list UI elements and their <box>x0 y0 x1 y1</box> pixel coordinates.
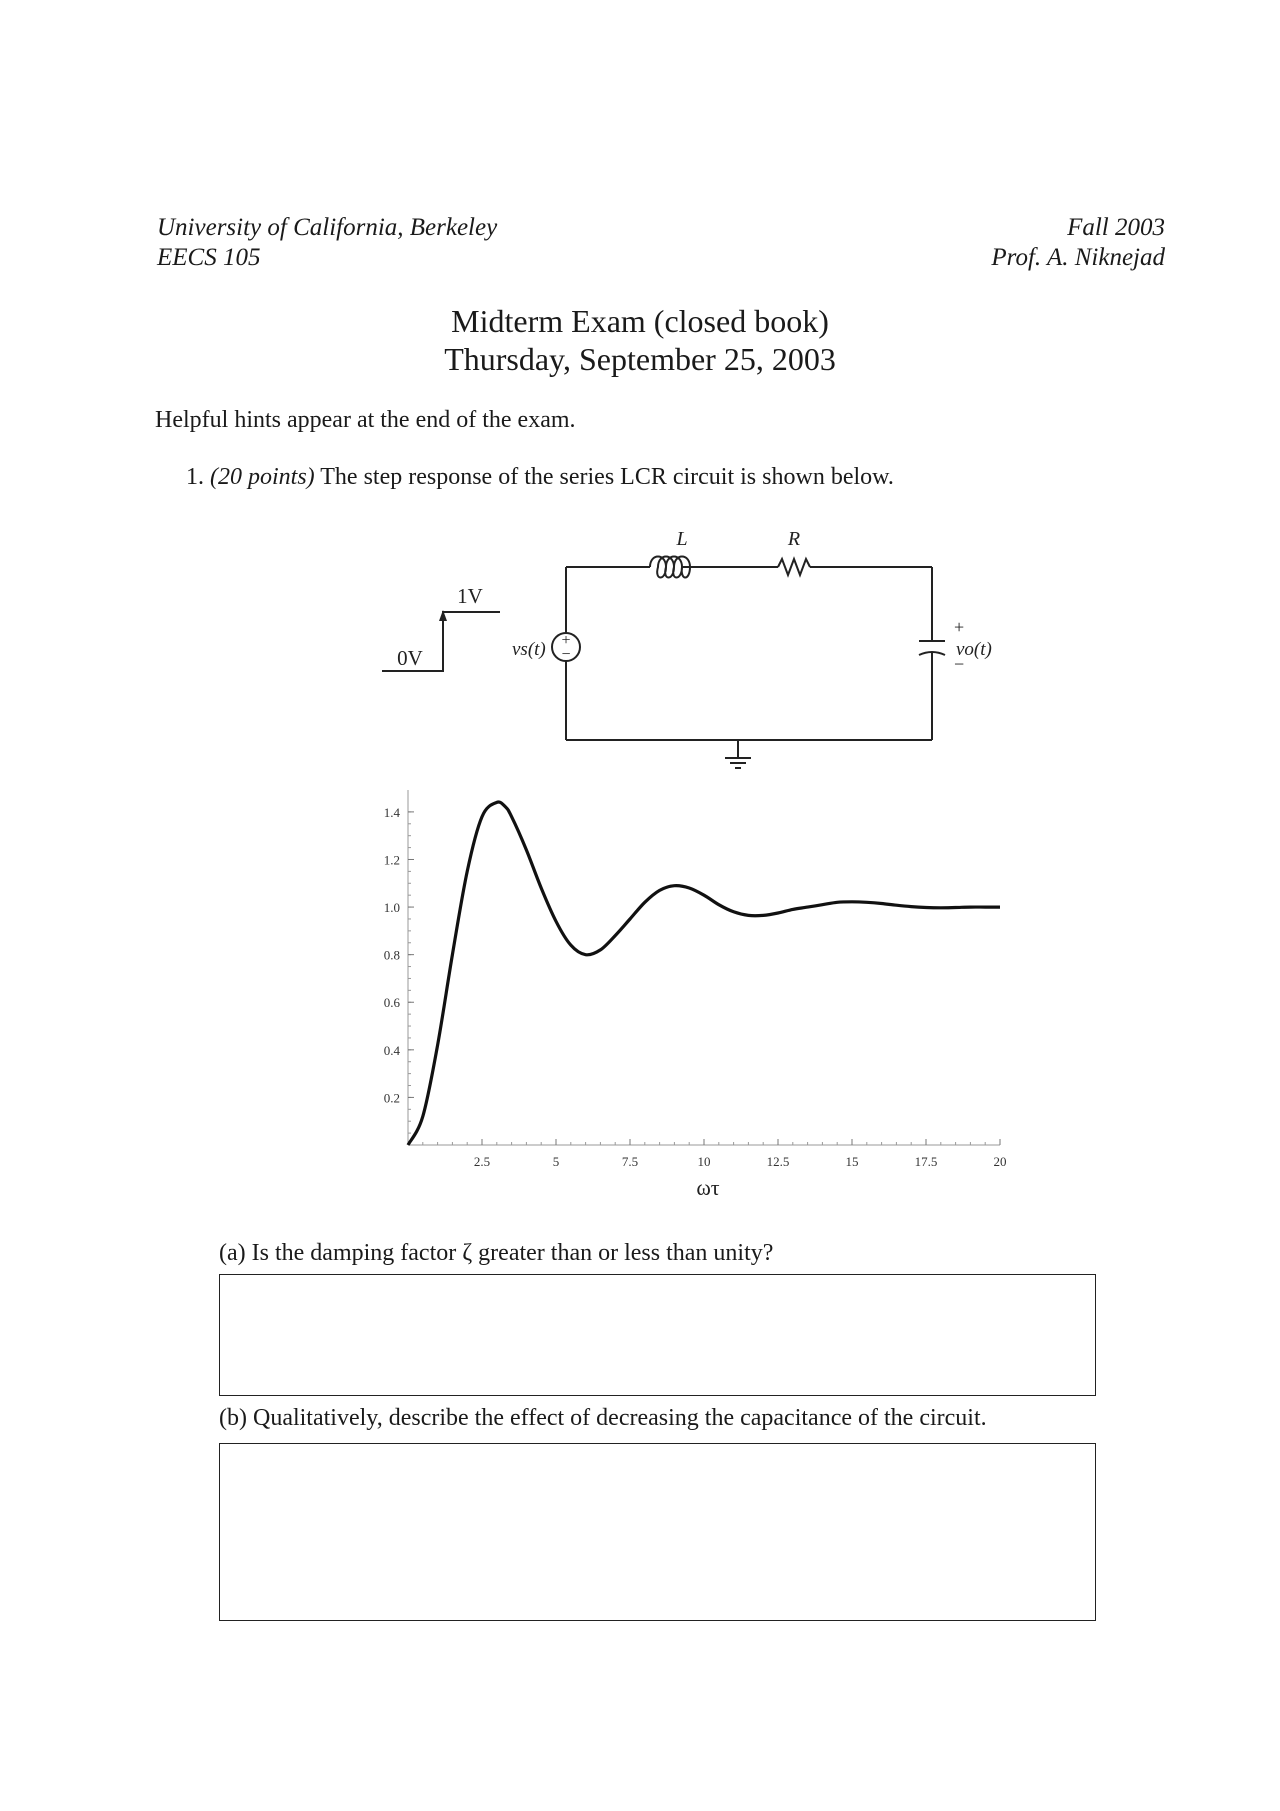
y-tick-label: 0.6 <box>383 995 400 1011</box>
output-label: vo(t) <box>956 639 992 660</box>
y-tick-label: 0.2 <box>383 1090 400 1106</box>
part-b-answer-box[interactable] <box>219 1443 1096 1621</box>
lcr-circuit-diagram <box>370 525 1010 770</box>
resistor-symbol <box>778 559 810 575</box>
course-code: EECS 105 <box>157 244 261 271</box>
exam-title: Midterm Exam (closed book) <box>451 303 829 339</box>
output-plus: + <box>954 617 965 637</box>
x-tick-label: 17.5 <box>914 1154 938 1169</box>
x-tick-label: 15 <box>845 1154 859 1169</box>
y-tick-label: 1.0 <box>383 900 400 916</box>
y-tick-label: 1.4 <box>383 804 400 820</box>
question-text: The step response of the series LCR circuit is shown below. <box>320 464 894 490</box>
y-tick-label: 0.8 <box>383 947 400 963</box>
part-b-question: (b) Qualitatively, describe the effect of decreasing the capacitance of the circuit. <box>219 1405 987 1431</box>
y-tick-label: 1.2 <box>383 852 400 868</box>
question-points: (20 points) <box>210 464 315 490</box>
x-tick-label: 10 <box>697 1154 711 1169</box>
chart-tick-labels <box>384 805 1007 1169</box>
question-number: 1. <box>186 464 204 490</box>
source-plus: + <box>561 632 571 649</box>
x-tick-label: 12.5 <box>766 1154 790 1169</box>
step-high-label: 1V <box>457 584 483 608</box>
x-tick-label: 2.5 <box>473 1154 491 1169</box>
source-label: vs(t) <box>512 639 546 660</box>
source-minus: − <box>561 646 571 663</box>
university-name: University of California, Berkeley <box>157 214 498 241</box>
step-response-chart <box>360 775 1020 1215</box>
chart-axes <box>408 790 1000 1145</box>
x-tick-label: 5 <box>552 1154 560 1169</box>
term: Fall 2003 <box>1067 214 1165 241</box>
hint-text: Helpful hints appear at the end of the exam. <box>155 407 576 433</box>
x-tick-label: 7.5 <box>621 1154 639 1169</box>
x-axis-label: ωτ <box>696 1175 720 1200</box>
x-tick-label: 20 <box>993 1154 1007 1169</box>
part-a-answer-box[interactable] <box>219 1274 1096 1396</box>
resistor-label: R <box>787 528 801 550</box>
step-response-curve <box>408 802 1000 1145</box>
professor: Prof. A. Niknejad <box>991 244 1165 271</box>
part-a-question: (a) Is the damping factor ζ greater than or less than unity? <box>219 1240 774 1266</box>
question-1 <box>186 462 894 492</box>
y-tick-label: 0.4 <box>383 1042 400 1058</box>
inductor-label: L <box>676 528 688 550</box>
inductor-symbol <box>650 557 713 578</box>
exam-date: Thursday, September 25, 2003 <box>444 341 836 377</box>
output-minus: − <box>954 654 965 674</box>
step-low-label: 0V <box>397 646 423 670</box>
